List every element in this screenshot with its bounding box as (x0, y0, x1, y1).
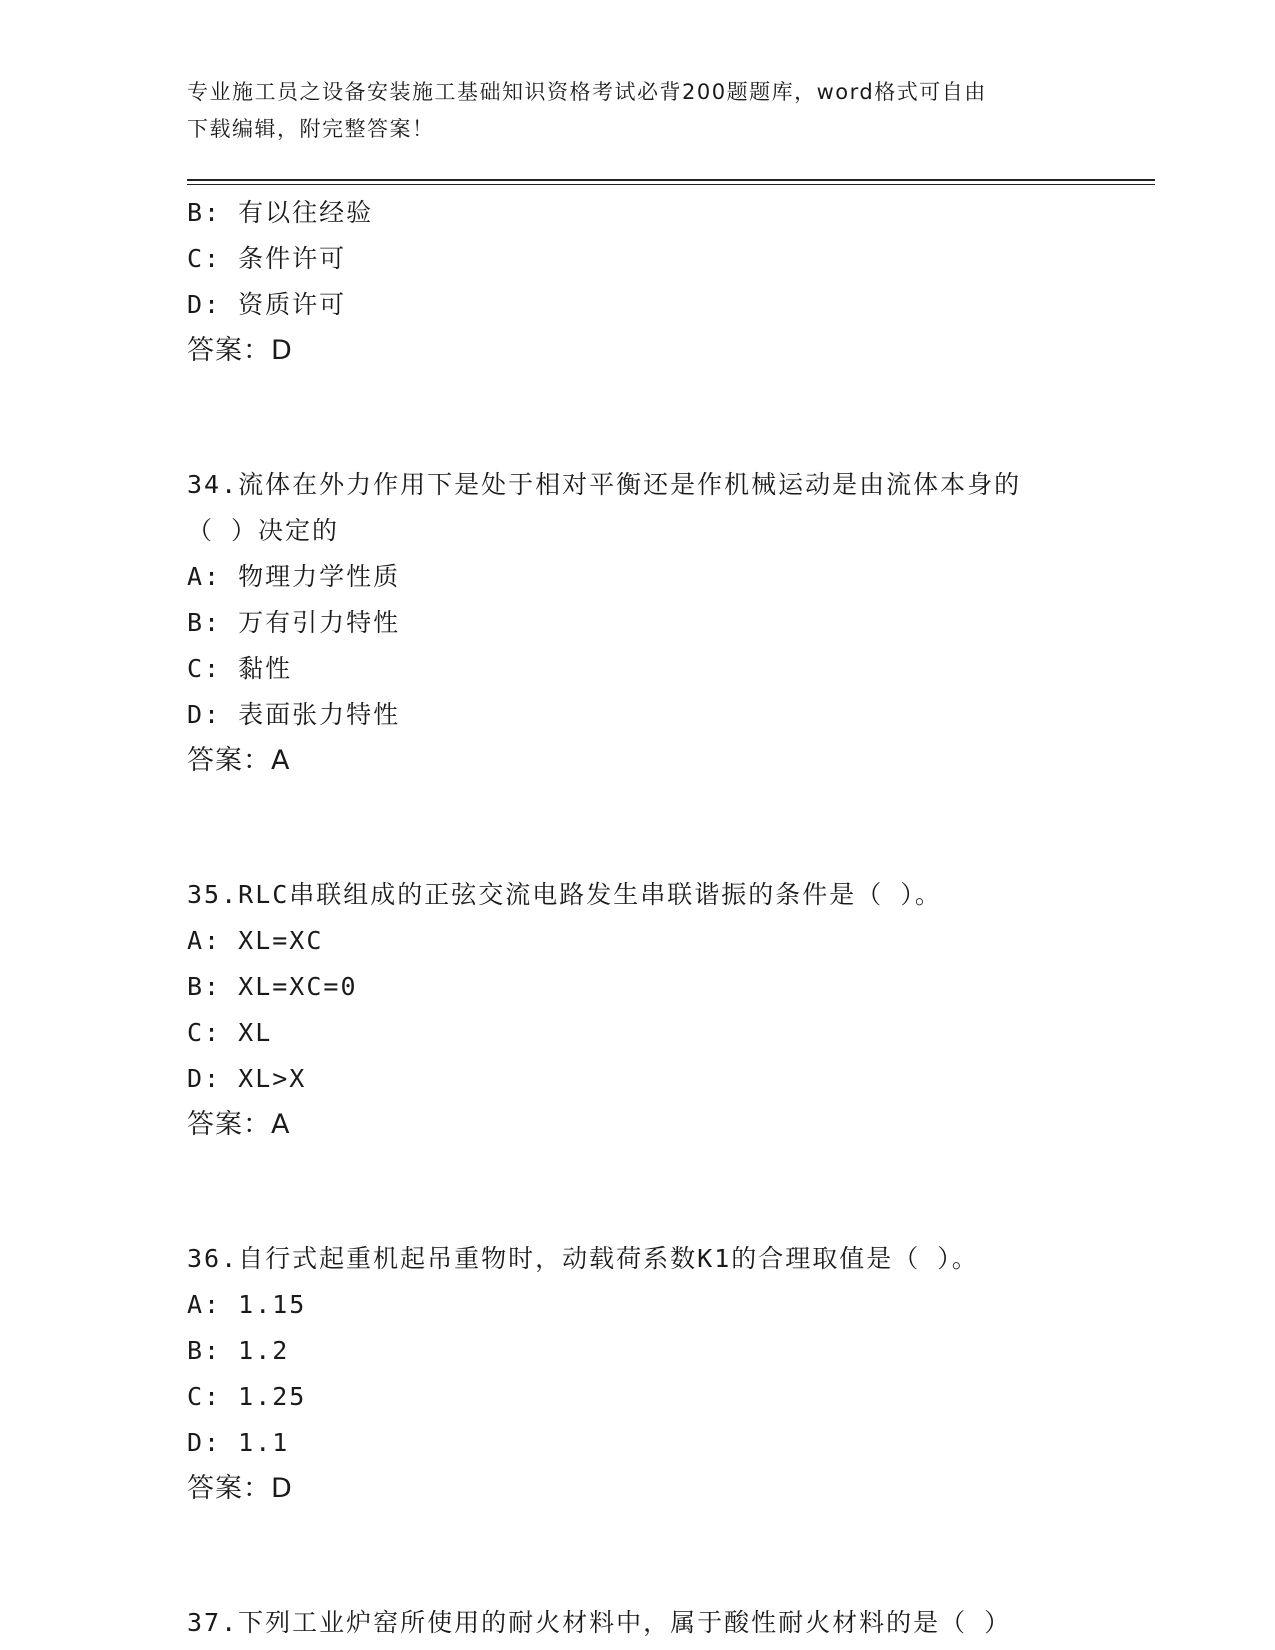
question-stem: 35.RLC串联组成的正弦交流电路发生串联谐振的条件是（ ）。 (187, 880, 942, 909)
answer-line: 答案：A (187, 745, 291, 776)
question-spacer (187, 1512, 1087, 1600)
question-block-36 (187, 1236, 1087, 1512)
header-divider (187, 179, 1155, 185)
question-spacer (187, 784, 1087, 872)
question-block-37 (187, 1600, 1087, 1646)
option-d: D: XL>X (187, 1064, 307, 1093)
question-spacer (187, 374, 1087, 462)
option-c: C: 条件许可 (187, 244, 347, 273)
question-list (187, 190, 1087, 1646)
option-b: B: 1.2 (187, 1336, 290, 1365)
option-b: B: 有以往经验 (187, 198, 374, 227)
option-d: D: 1.1 (187, 1428, 290, 1457)
option-c: C: 1.25 (187, 1382, 307, 1411)
answer-line: 答案：D (187, 1473, 293, 1504)
option-a: A: 物理力学性质 (187, 562, 401, 591)
option-a: A: 1.15 (187, 1290, 307, 1319)
answer-line: 答案：A (187, 1109, 291, 1140)
option-d: D: 资质许可 (187, 290, 347, 319)
question-stem: 36.自行式起重机起吊重物时，动载荷系数K1的合理取值是（ ）。 (187, 1244, 979, 1273)
question-stem: 37.下列工业炉窑所使用的耐火材料中，属于酸性耐火材料的是（ ） (187, 1608, 1012, 1637)
header-title-line-2: 下载编辑，附完整答案！ (187, 117, 435, 141)
option-b: B: XL=XC=0 (187, 972, 358, 1001)
option-c: C: 黏性 (187, 654, 293, 683)
option-d: D: 表面张力特性 (187, 700, 401, 729)
document-header (187, 74, 1087, 148)
option-c: C: XL (187, 1018, 273, 1047)
option-b: B: 万有引力特性 (187, 608, 401, 637)
question-block-34 (187, 462, 1087, 784)
header-title-line-1: 专业施工员之设备安装施工基础知识资格考试必背200题题库，word格式可自由 (187, 80, 987, 104)
question-stem-continued: （ ）决定的 (187, 516, 340, 545)
question-block-35 (187, 872, 1087, 1148)
option-a: A: XL=XC (187, 926, 324, 955)
question-spacer (187, 1148, 1087, 1236)
question-stem: 34.流体在外力作用下是处于相对平衡还是作机械运动是由流体本身的 (187, 470, 1022, 499)
answer-line: 答案：D (187, 335, 293, 366)
question-block-33 (187, 190, 1087, 374)
